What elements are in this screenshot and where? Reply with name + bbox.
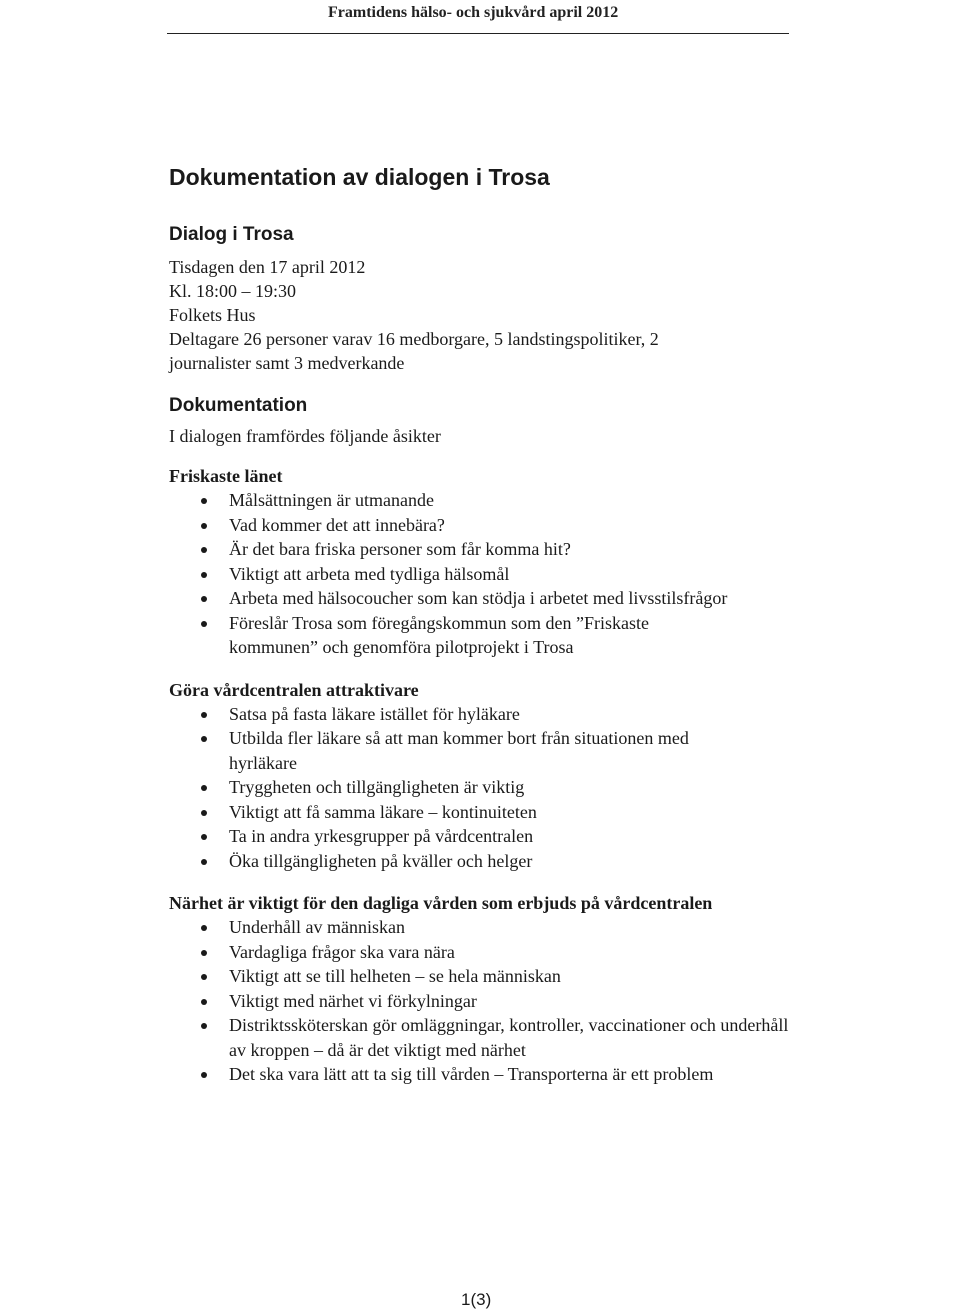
bullet-icon (201, 621, 207, 627)
list-item: Viktigt att få samma läkare – kontinuiteten (169, 800, 789, 825)
list-item: Vardagliga frågor ska vara nära (169, 940, 789, 965)
list-item: Det ska vara lätt att ta sig till vården – Transporterna är ett problem (169, 1062, 789, 1087)
bullet-icon (201, 547, 207, 553)
list-item: Distriktssköterskan gör omläggningar, kontroller, vaccinationer och underhåll av kroppen – då är det viktigt med närhet (169, 1013, 789, 1062)
bullet-icon (201, 1023, 207, 1029)
header-rule (167, 33, 789, 34)
bullet-icon (201, 950, 207, 956)
bullet-icon (201, 596, 207, 602)
list-item: Målsättningen är utmanande (169, 488, 789, 513)
running-head: Framtidens hälso- och sjukvård april 2012 (328, 4, 619, 21)
list-item: Föreslår Trosa som föregångskommun som den ”Friskaste kommunen” och genomföra pilotprojekt i Trosa (169, 611, 709, 660)
bullet-icon (201, 523, 207, 529)
bullet-icon (201, 1072, 207, 1078)
list-item: Vad kommer det att innebära? (169, 513, 789, 538)
list-item: Satsa på fasta läkare istället för hyläkare (169, 702, 789, 727)
list-item: Viktigt att arbeta med tydliga hälsomål (169, 562, 789, 587)
bullet-icon (201, 498, 207, 504)
list-item: Viktigt att se till helheten – se hela människan (169, 964, 789, 989)
documentation-intro: I dialogen framfördes följande åsikter (169, 426, 441, 446)
list-item: Tryggheten och tillgängligheten är viktig (169, 775, 789, 800)
bullet-icon (201, 925, 207, 931)
bullet-icon (201, 572, 207, 578)
bullet-icon (201, 859, 207, 865)
bullet-icon (201, 999, 207, 1005)
dialog-date: Tisdagen den 17 april 2012 (169, 257, 366, 277)
list-item: Är det bara friska personer som får komma hit? (169, 537, 789, 562)
bullet-list-friskaste-lanet (169, 488, 809, 660)
bullet-icon (201, 712, 207, 718)
bullet-list-vardcentralen (169, 702, 809, 874)
list-item: Underhåll av människan (169, 915, 789, 940)
section-heading-vardcentralen: Göra vårdcentralen attraktivare (169, 679, 419, 700)
section-heading-friskaste-lanet: Friskaste länet (169, 466, 283, 486)
dialog-details (169, 255, 809, 375)
dialog-time: Kl. 18:00 – 19:30 (169, 281, 297, 301)
bullet-list-narhet (169, 915, 809, 1087)
list-item: Ta in andra yrkesgrupper på vårdcentralen (169, 824, 789, 849)
documentation-heading: Dokumentation (169, 395, 308, 416)
bullet-icon (201, 736, 207, 742)
page-content (169, 162, 809, 1087)
list-item: Viktigt med närhet vi förkylningar (169, 989, 789, 1014)
dialog-heading: Dialog i Trosa (169, 224, 294, 245)
dialog-venue: Folkets Hus (169, 305, 256, 325)
section-heading-narhet: Närhet är viktigt för den dagliga vården som erbjuds på vårdcentralen (169, 893, 713, 913)
bullet-icon (201, 974, 207, 980)
list-item: Öka tillgängligheten på kväller och helger (169, 849, 789, 874)
list-item: Utbilda fler läkare så att man kommer bort från situationen med hyrläkare (169, 726, 749, 775)
bullet-icon (201, 810, 207, 816)
page-number: 1(3) (461, 1290, 492, 1309)
list-item: Arbeta med hälsocoucher som kan stödja i arbetet med livsstilsfrågor (169, 586, 789, 611)
document-title: Dokumentation av dialogen i Trosa (169, 164, 550, 190)
bullet-icon (201, 785, 207, 791)
bullet-icon (201, 834, 207, 840)
dialog-participants: Deltagare 26 personer varav 16 medborgare, 5 landstingspolitiker, 2 journalister samt 3 medverkande (169, 329, 659, 373)
